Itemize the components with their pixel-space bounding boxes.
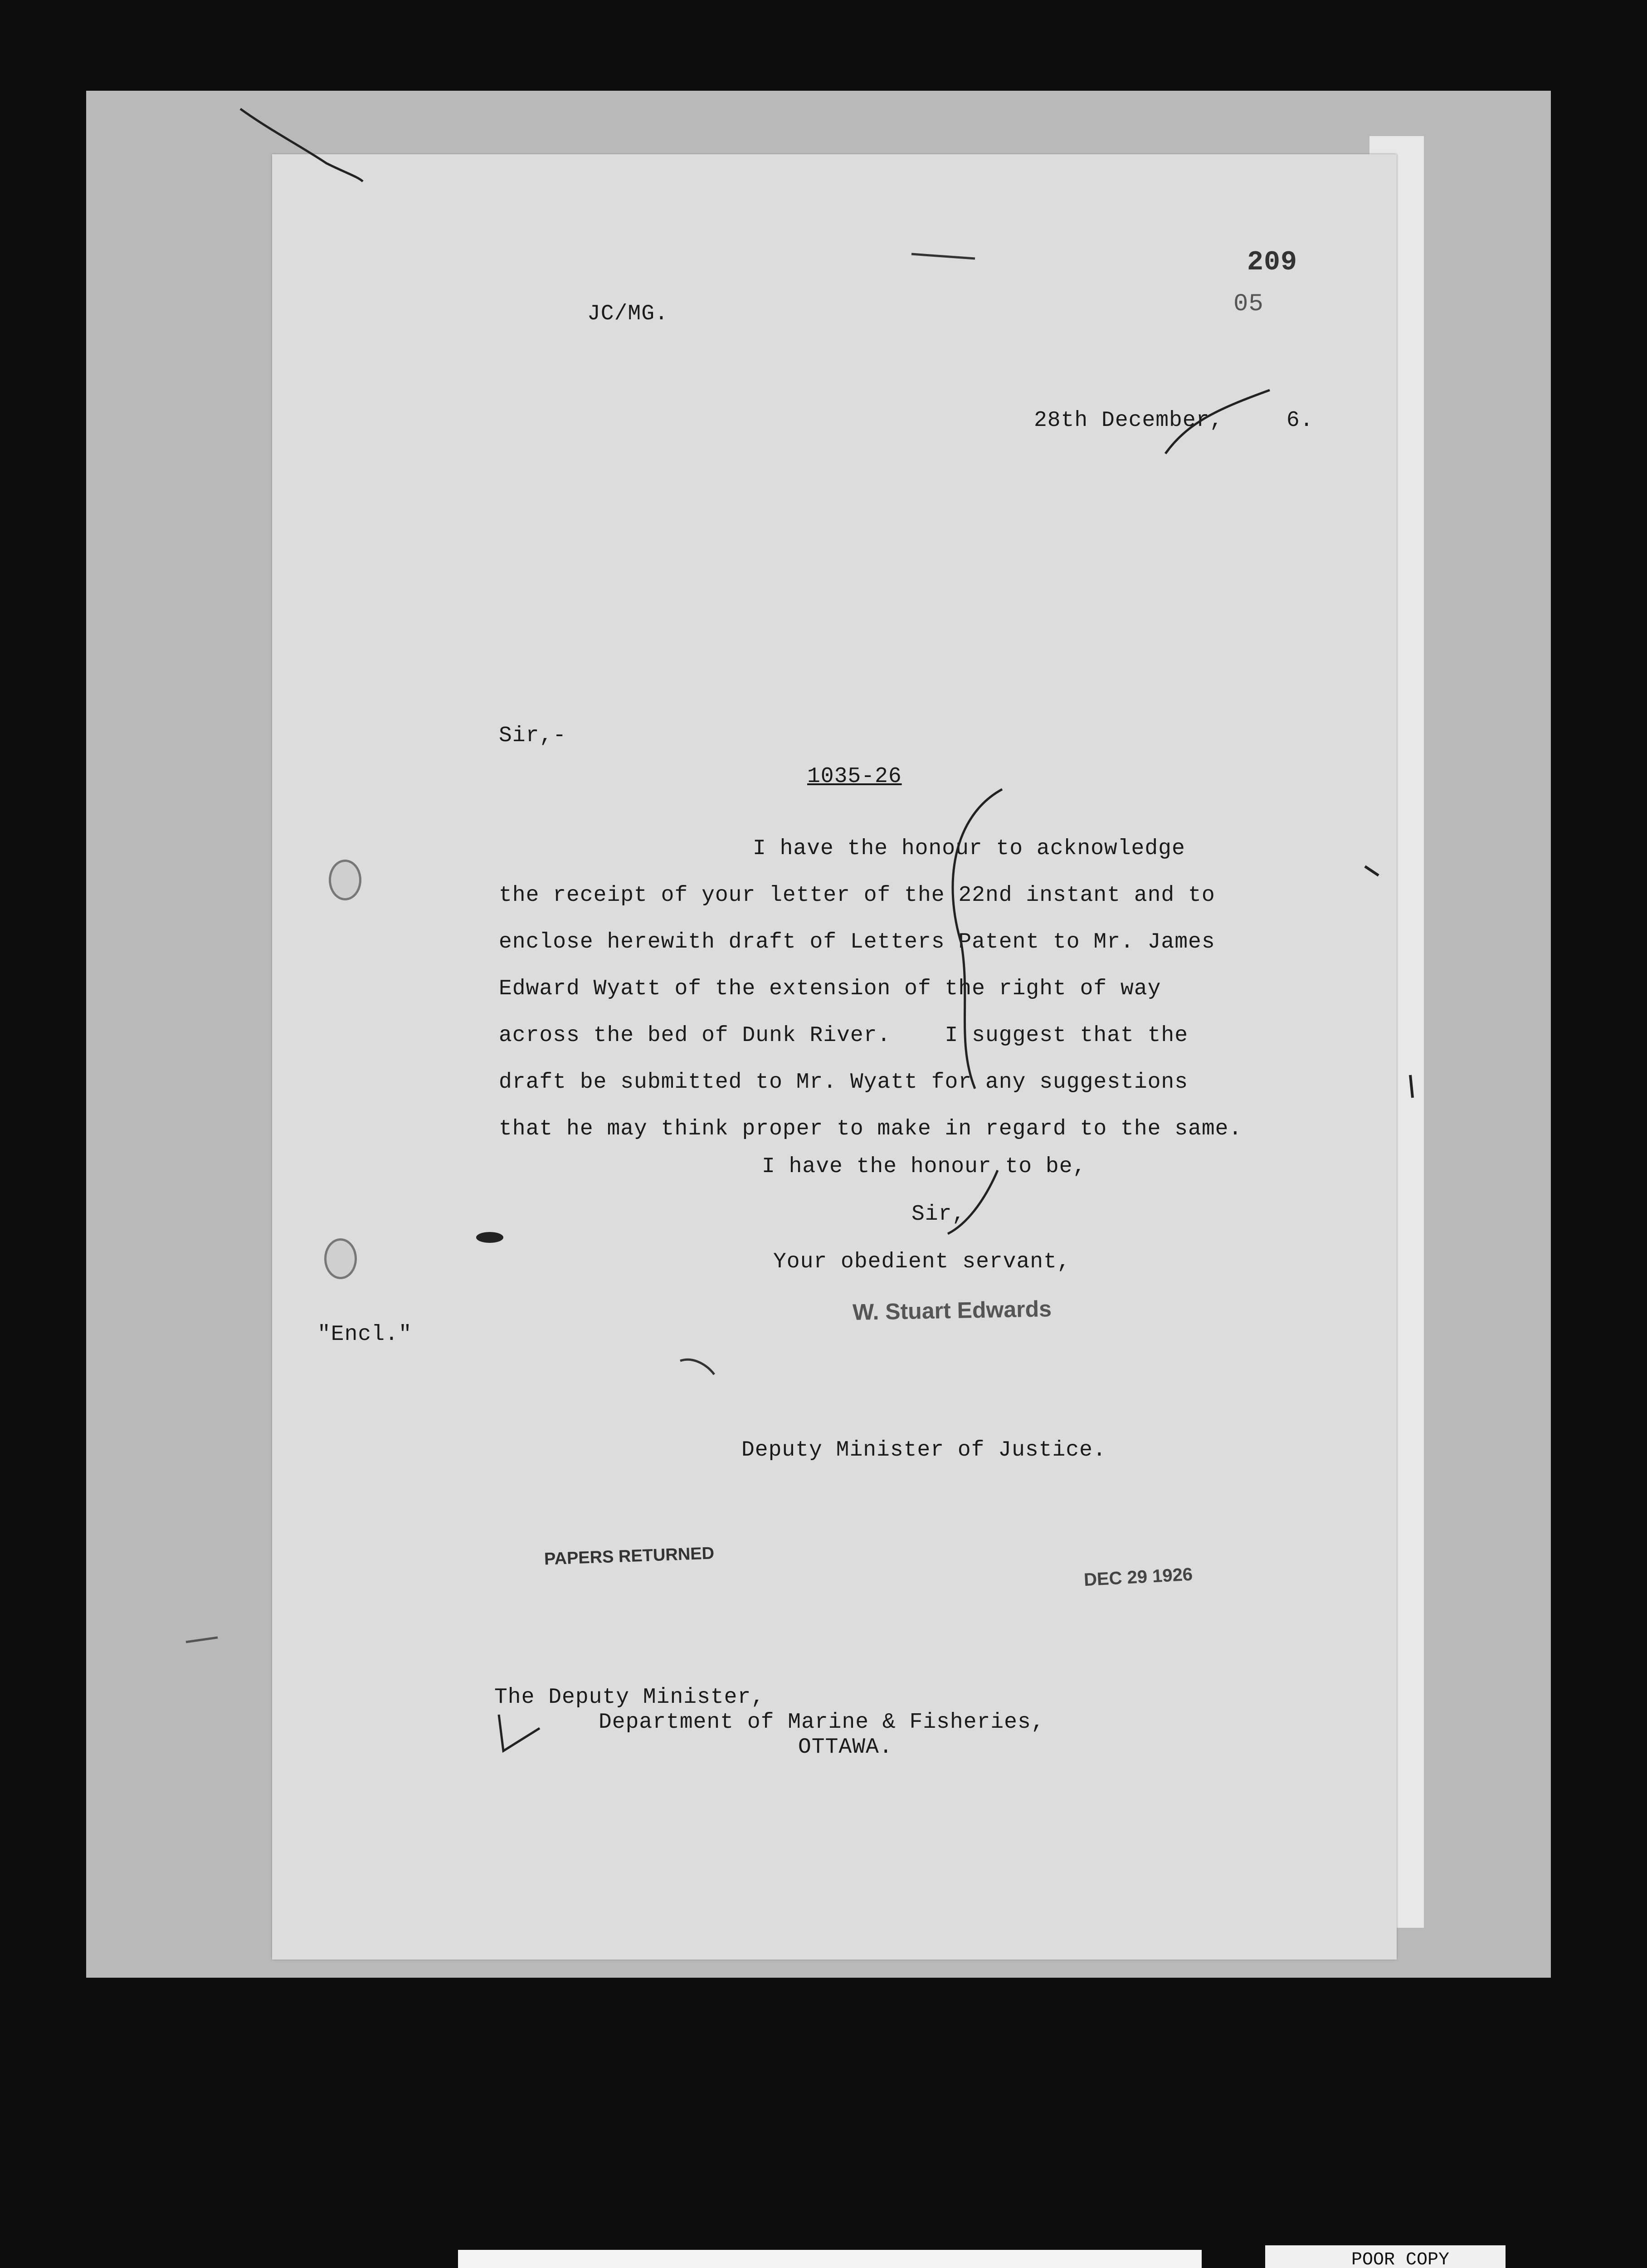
- body-line: I have the honour to acknowledge: [753, 836, 1185, 861]
- file-number: 1035-26: [807, 764, 902, 789]
- signer-title: Deputy Minister of Justice.: [741, 1438, 1106, 1462]
- addressee-city: OTTAWA.: [798, 1735, 893, 1760]
- date-day: 28th: [1034, 408, 1088, 433]
- archive-label: [458, 2250, 1202, 2268]
- poor-copy-label: [1265, 2245, 1506, 2268]
- date-stamp: DEC 29 1926: [1083, 1564, 1194, 1590]
- date-month: December,: [1101, 408, 1223, 433]
- date-year: 6.: [1286, 408, 1314, 433]
- body-line: that he may think proper to make in regard to the same.: [499, 1117, 1243, 1141]
- closing-line: I have the honour to be,: [762, 1154, 1087, 1179]
- body-line: the receipt of your letter of the 22nd instant and to: [499, 883, 1215, 908]
- folio-number: 209: [1247, 247, 1298, 278]
- addressee-department: Department of Marine & Fisheries,: [599, 1710, 1045, 1735]
- body-line: draft be submitted to Mr. Wyatt for any suggestions: [499, 1070, 1189, 1095]
- enclosure-note: "Encl.": [317, 1322, 412, 1347]
- papers-returned-stamp: PAPERS RETURNED: [544, 1544, 715, 1569]
- poor-copy-english: POOR COPY: [1351, 2250, 1450, 2268]
- body-line: enclose herewith draft of Letters Patent to Mr. James: [499, 930, 1215, 954]
- closing-sir: Sir,: [911, 1202, 966, 1227]
- reference-initials: JC/MG.: [587, 302, 668, 326]
- folio-sub-number: 05: [1233, 290, 1264, 318]
- body-line: Edward Wyatt of the extension of the right of way: [499, 977, 1161, 1001]
- closing-servant: Your obedient servant,: [773, 1250, 1071, 1274]
- body-line: across the bed of Dunk River. I suggest that the: [499, 1023, 1189, 1048]
- signature: W. Stuart Edwards: [852, 1296, 1052, 1325]
- addressee-title: The Deputy Minister,: [494, 1685, 765, 1710]
- salutation: Sir,-: [499, 723, 567, 748]
